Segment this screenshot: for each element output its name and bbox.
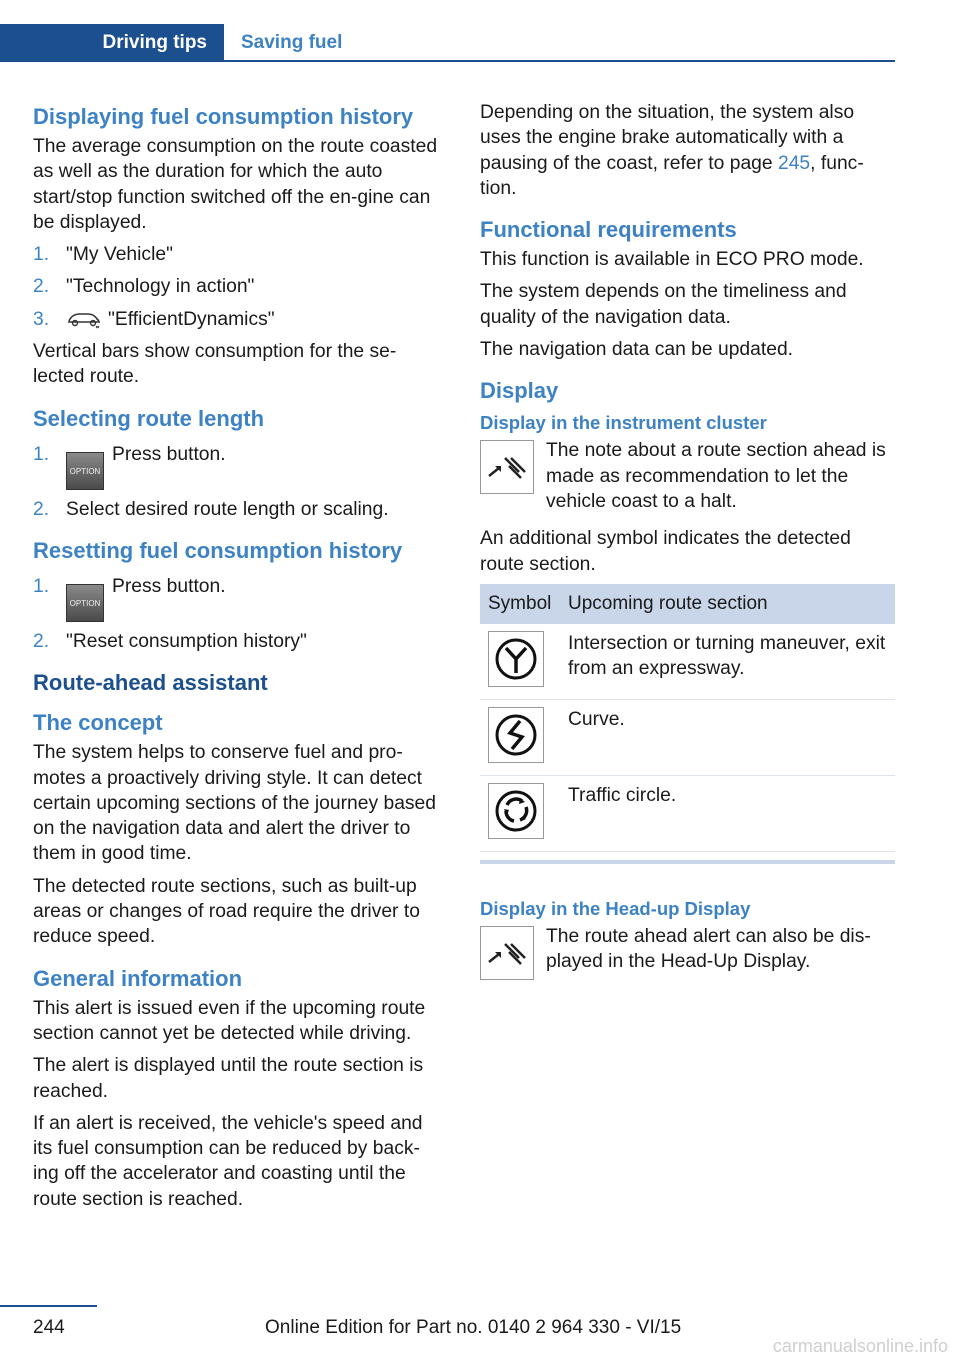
list-item: 2. "Reset consumption history" [33, 630, 307, 652]
table-cell: Intersection or turning maneuver, exit from an expressway. [560, 624, 895, 700]
page-number: 244 [33, 1317, 65, 1338]
tab-driving-tips[interactable]: Driving tips [0, 24, 224, 61]
paragraph: The system depends on the timeliness and quality of the navigation data. [480, 281, 847, 328]
page-link[interactable]: 245 [777, 152, 811, 174]
list-item: 2. Select desired route length or scaling. [33, 498, 389, 520]
car-efficiency-icon [66, 309, 102, 329]
paragraph: Vertical bars show consumption for the se‐lected route. [33, 341, 397, 388]
section-title-functional-requirements: Functional requirements [480, 217, 737, 243]
list-item: 1. OPTIONPress button. [33, 442, 440, 490]
paragraph: This alert is issued even if the upcoming route section cannot yet be detected while driving. [33, 997, 426, 1044]
paragraph: The system helps to conserve fuel and pro‐motes a proactively driving style. It can detect certain upcoming sections of the journey based on the navigation data and alert the driver to them in good time. [33, 742, 437, 865]
list-item: 1. "My Vehicle" [33, 244, 173, 266]
paragraph: The route ahead alert can also be dis‐played in the Head-Up Display. [546, 925, 871, 973]
paragraph: The average consumption on the route coasted as well as the duration for which the auto start/stop function switched off the en‐gine can be displayed. [33, 136, 438, 233]
paragraph: The note about a route section ahead is made as recommendation to let the vehicle coast to a halt. [546, 440, 886, 512]
icon-paragraph [480, 438, 895, 514]
coast-alert-icon [480, 926, 534, 980]
section-title-route-length: Selecting route length [33, 405, 265, 431]
watermark: carmanualsonline.info [772, 1336, 948, 1356]
section-title-route-ahead: Route-ahead assistant [33, 670, 268, 696]
section-title-concept: The concept [33, 710, 163, 736]
paragraph: The alert is displayed until the route section is reached. [33, 1055, 424, 1102]
list-item: 2. "Technology in action" [33, 276, 255, 298]
icon-paragraph [480, 924, 895, 980]
table-row [480, 775, 895, 851]
page-header [0, 0, 895, 62]
table-cell: Traffic circle. [560, 775, 895, 851]
edition-text: Online Edition for Part no. 0140 2 964 330 - VI/15 [265, 1317, 682, 1338]
section-title-display: Display [480, 378, 559, 404]
table-cell: Curve. [560, 699, 895, 775]
paragraph: An additional symbol indicates the detected route section. [480, 528, 851, 575]
subsection-title-head-up-display: Display in the Head-up Display [480, 897, 751, 919]
column-header-section: Upcoming route section [560, 584, 895, 624]
steps-list [33, 242, 440, 332]
paragraph: The detected route sections, such as built-up areas or changes of road require the driver to reduce speed. [33, 875, 420, 948]
list-item: 3. "EfficientDynamics" [33, 308, 275, 330]
curve-icon [488, 707, 544, 763]
steps-list [33, 442, 440, 522]
intersection-icon [488, 631, 544, 687]
list-item: 1. OPTIONPress button. [33, 574, 440, 622]
option-button-icon[interactable]: OPTION [66, 584, 104, 622]
subsection-title-instrument-cluster: Display in the instrument cluster [480, 412, 767, 434]
table-header-row [480, 584, 895, 624]
traffic-circle-icon [488, 783, 544, 839]
left-column [33, 100, 440, 1219]
section-title-reset-history: Resetting fuel consumption history [33, 537, 403, 563]
paragraph: The navigation data can be updated. [480, 339, 794, 361]
table-row [480, 699, 895, 775]
option-button-icon[interactable]: OPTION [66, 452, 104, 490]
right-column [480, 100, 895, 992]
tab-saving-fuel[interactable]: Saving fuel [241, 31, 343, 53]
route-section-table [480, 584, 895, 852]
footer-rule [0, 1305, 97, 1307]
section-title-general-info: General information [33, 965, 243, 991]
steps-list [33, 574, 440, 654]
paragraph: Depending on the situation, the system also uses the engine brake automatically with a pausing of the coast, refer to page 245, func‐tion. [480, 102, 864, 199]
paragraph: If an alert is received, the vehicle's speed and its fuel consumption can be reduced by back‐ing off the accelerator and coasting until the route section is reached. [33, 1112, 423, 1210]
paragraph: This function is available in ECO PRO mode. [480, 249, 864, 271]
section-title-fuel-history: Displaying fuel consumption history [33, 104, 414, 129]
table-row [480, 624, 895, 700]
header-rule [0, 60, 895, 62]
column-header-symbol: Symbol [480, 584, 560, 624]
coast-alert-icon [480, 440, 534, 494]
table-end-rule [480, 860, 895, 864]
